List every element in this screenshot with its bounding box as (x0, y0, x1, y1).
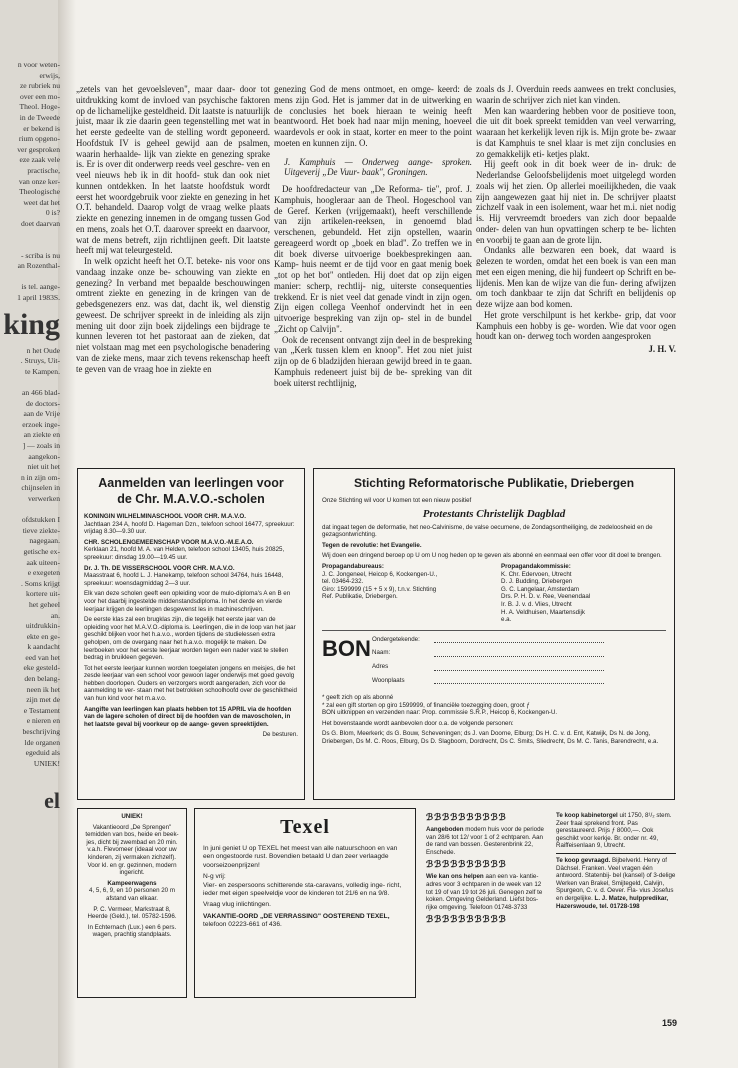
strip-line: n het Oude (26, 345, 60, 355)
school-name: KONINGIN WILHELMINASCHOOL VOOR CHR. M.A.V.O. (84, 513, 246, 520)
ad-paragraph: Vakantieoord „De Sprengen" temidden van bos, heide en beek- jes, dicht bij zwembad en 20 min. v.a.h. Flevomeer (ideaal voor uw kinderen, zij vermaken zichzelf). Voor kl. en gr. gezinnen, modern ingericht. (85, 823, 179, 877)
book-heading: J. Kamphuis — Onderweg aange- sproken. Uitgeverij „De Vuur- baak", Groningen. (284, 156, 472, 178)
paragraph: genezing God de mens ontmoet, en omge- keerd: de mens zijn God. Het is jammer dat in de uitwerking en de conclusies het boek hieraan te weinig heeft beantwoord. Het boek had naar mijn mening, hoeveel waardevols er ook in staat, korter en meer to the point moeten en kunnen zijn. O. (274, 84, 472, 148)
form-label: Naam: (372, 649, 391, 657)
ad-paragraph: Elk van deze scholen geeft een opleiding voor de mulo-diploma's A en B en voor het daarbij ingestelde middenstandsdiploma. In het derde en vierde leerjaar krijgen de leerlingen desgewenst les in machineschrijven. (84, 590, 291, 613)
strip-line: chijnselen in (21, 483, 60, 493)
school-name: CHR. SCHOLENGEMEENSCHAP VOOR M.A.V.O.-M.E.A.O. (84, 538, 254, 546)
strip-line: uitdrukkin- (25, 621, 60, 631)
paragraph: In welk opzicht heeft het O.T. beteke- nis voor ons vandaag inzake onze be- schouwing van ziekte en genezing? In verband met bepaalde beschouwingen omtrent ziekte en genezing in de kringen van de gebedsgenezers enz. was dat, dacht ik, wel dienstig geweest. De schrijver spreekt in de inleiding als zijn mening uit door zijn boek zijdelings een bijdrage te kunnen leveren tot het pastoraat aan de zieken, dat niet volstaan mag met een psychologische benadering van de zieke mens, maar zich tevens rekenschap heeft te geven van de vraag hoe in ziekte en (76, 256, 270, 374)
form-row (372, 677, 666, 685)
form-label: Adres (372, 662, 389, 670)
strip-line: over een mo- (19, 91, 60, 101)
paragraph: Hij geeft ook in dit boek weer de in- druk: de Nederlandse Geloofsbelijdenis moet uitgelegd worden zoals wij het zien. Op allerlei moeilijkheden, die vaak zijn aangewezen gaat hij niet in. De schrijver plaatst zichzelf vaak in een isolement, waar het m.i. niet nodig is. Hij vervreemdt broeders van zich door bepaalde onder- delen van hun opvattingen scherp te be- lichten en voorbij te gaan aan de grote lijn. (476, 159, 676, 245)
support-list: Ds G. Blom, Meerkerk; ds G. Bouw, Scheveningen; ds J. van Doorne, Elburg; Ds H. C. v. d. Ent, Katwijk, Ds N. de Jong, Driebergen, Ds M. C. Roos, Elburg, Ds D. Slagboom, Dordrecht, Ds C. Smits, Sliedrecht, Ds M. C. Tanis, Barendrecht, e.a. (322, 730, 659, 746)
ad-signature: De besturen. (262, 731, 298, 739)
ad-lead: Aangeboden (426, 826, 464, 833)
strip-line: niet uit het (27, 462, 60, 472)
mavo-schools-ad (77, 468, 305, 800)
strip-line: e exegeten (27, 568, 60, 578)
committee-heading: Propagandakommissie: (501, 562, 571, 570)
form-line[interactable] (434, 636, 604, 643)
ad-text: modern huis voor de periode van 28/6 tot 12/ voor 1 of 2 echtparen. Aan de rand van bossen. Gesterenbrink 22, Enschede. (426, 826, 544, 856)
article-column-2 (274, 84, 472, 388)
strip-line: te Kampen. (24, 366, 60, 376)
bon-form (372, 636, 666, 690)
strip-line (0, 377, 60, 388)
strip-line: doet daarvan (20, 218, 60, 228)
strip-line: UNIEK! (33, 758, 60, 768)
strip-line: an ziekte en (23, 430, 60, 440)
ad-address: VAKANTIE-OORD „DE VERRASSING" OOSTEREND TEXEL, (203, 912, 390, 920)
strip-line: 0 is? (45, 208, 60, 218)
strip-line: nagegaan. (29, 536, 60, 546)
strip-line: tieve ziekte- (22, 525, 60, 535)
ad-lead: Wie kan ons helpen (426, 873, 484, 881)
strip-line: aangekon- (28, 451, 60, 461)
strip-line: getische ex- (23, 546, 60, 556)
list-item: * zal een gift storten op giro 1599999, of financiële toezegging doen, groot ƒ (322, 701, 530, 709)
uniek-ad (77, 808, 187, 998)
texel-ad (194, 808, 416, 998)
paragraph: Het grote verschilpunt is het kerkbe- grip, dat voor Kamphuis een hobby is ge- worden. Wie dat voor ogen houdt kan on- derweg toch worden aangesproken (476, 309, 676, 342)
ad-text: uit 1750, 8¹/₂ stem. Zeer fraai sprekend front. Pas gerestaureerd. Prijs ƒ 8000,—. Ook geschikt voor kerkje. Br. onder nr. 49, Raiffeisenlaan 9, Utrecht. (556, 812, 672, 850)
ad-lead: Te koop kabinetorgel (556, 812, 618, 819)
decorative-border: ℬℬℬℬℬℬℬℬℬℬ (426, 812, 507, 822)
strip-line: aan de Vrije (23, 409, 60, 419)
bon-send: BON uitknippen en verzenden naar: Prop. commissie S.R.P., Heicop 6, Kockengen-U. (322, 709, 558, 717)
ad-paragraph: 4, 5, 6, 9, en 10 personen 20 m afstand van elkaar. (89, 887, 175, 902)
ad-paragraph: Wij doen een dringend beroep op U om U nog heden op te geven als abonné en eenmaal een offer voor dit doel te brengen. (322, 552, 662, 560)
holiday-classifieds (426, 812, 548, 998)
article-column-1 (76, 84, 270, 374)
form-label: Ondergetekende: (372, 635, 420, 643)
strip-line: practische, (27, 165, 60, 175)
strip-line: - scriba is nu (20, 250, 60, 260)
form-line[interactable] (434, 650, 604, 657)
strip-line: ver gesproken (17, 144, 60, 154)
ad-subheading: Kampeerwagens (107, 879, 157, 887)
ad-lead: Te koop gevraagd. (556, 856, 611, 864)
strip-line (0, 505, 60, 516)
school-info: Jachtlaan 234 A, hoofd D. Hageman Dzn., telefoon school 16477, spreekuur: vrijdag 8.30—9.30 uur. (84, 520, 295, 536)
form-label: Woonplaats (372, 676, 405, 684)
school-info: Kerklaan 21, hoofd M. A. van Helden, telefoon school 13405, huis 20825, spreekuur: dinsdag 19.00—19.45 uur. (84, 546, 285, 561)
ad-text: Bijbelverkl. Henry of Dächsel. Franken. Veel vragen één antwoord. Statenbij- bel (kansel) of 3-delige Werken van Brakel, Smijtegeld, Calvijn, Spurgeon, C. v. d. Oever. Fla- vius Josefus en dergelijke. (556, 856, 676, 902)
strip-line: Theol. Hoge- (19, 102, 60, 112)
paragraph: zoals ds J. Overduin reeds aanwees en trekt conclusies, waarin de schrijver zich niet kan vinden. (476, 84, 676, 105)
strip-line: is tel. aange- (21, 282, 60, 292)
ad-text: aan een va- kantie-adres voor 3 echtparen in de week van 12 tot 19 of van 19 tot 26 juli. Genegen zelf te koken. Omgeving Gelderland. Liefst bos- rijke omgeving. Telefoon 01748-3733 (426, 873, 543, 911)
strip-line (0, 230, 60, 241)
strip-line: zijn met de (26, 695, 60, 705)
ad-paragraph: De eerste klas zal een brugklas zijn, die tegelijk het eerste jaar van de opleiding voor het M.A.V.O.-diploma is. Leerlingen, die in de loop van het jaar geschikt blijken voor het h.a.v.o., worden tijdens de studielessen extra geholpen, om de overgang naar het h.a.v.o. mogelijk te maken. De leerboeken voor het eerste leerjaar worden tegen een nader vast te stellen bedrag in bruikleen gegeven. (84, 616, 296, 662)
strip-line: n voor weten- (17, 60, 60, 69)
bon-label: BON (322, 635, 371, 661)
ad-paragraph: Vier- en zespersoons schitterende sta-caravans, volledig inge- richt, ieder met eigen speelveldje voor de kinderen tot 21/6 en na 9/8. (203, 881, 402, 898)
strip-line (0, 769, 60, 780)
strip-line: e Testament (23, 705, 60, 715)
strip-line: egeduid als (25, 748, 60, 758)
paragraph: Ook de recensent ontvangt zijn deel in de bespreking van „Kerk tussen klem en knoop". Het zou niet juist zijn op de 6 bladzijden hieraan gewijd breed in te gaan. Kamphuis redeneert juist bij de be- spreking van dit boek uiterst rechtlijnig, (274, 334, 472, 388)
page-fold-shadow (58, 0, 76, 1068)
strip-line: de doctors- (26, 398, 60, 408)
strip-line: k aandacht (27, 642, 60, 652)
strip-line: . Soms krijgt (20, 578, 60, 588)
ad-signature: L. J. Matze, hulppredikar, Hazerswoude, tel. 01728-198 (556, 894, 669, 910)
bureau-list (322, 571, 492, 601)
list-item: Ref. Publikatie, Driebergen. (322, 593, 398, 601)
strip-line: an. (50, 610, 60, 620)
ad-subheading: N-g vrij: (203, 873, 226, 881)
ad-paragraph: Aangifte van leerlingen kan plaats hebben tot 15 APRIL via de hoofden van de lagere scholen of direct bij de hoofden van de mavoscholen, in het laatste geval bij voorkeur op de aange- geven spreektijden. (84, 705, 292, 728)
list-item: J. C. Jongeneel, Heicop 6, Kockengen-U., (322, 570, 438, 578)
newspaper-name: Protestants Christelijk Dagblad (422, 507, 566, 520)
strip-line: het geheel (29, 599, 60, 609)
strip-line (0, 240, 60, 251)
form-line[interactable] (434, 677, 604, 684)
ad-title: Stichting Reformatorische Publikatie, Driebergen (353, 476, 635, 490)
strip-line: lde organen (24, 737, 60, 747)
list-item: * geeft zich op als abonné (322, 694, 394, 702)
article-column-3 (476, 84, 676, 355)
list-item: Drs. P. H. D. v. Ree, Veenendaal (501, 593, 591, 601)
strip-line: ekte en ge- (26, 631, 60, 641)
author-initials: J. H. V. (648, 344, 676, 354)
committee-list (501, 571, 666, 624)
list-item: H. A. Veldhuisen, Maartensdijk (501, 608, 585, 616)
strip-line: n in zijn om- (20, 472, 60, 482)
list-item: D. J. Budding, Driebergen (501, 578, 573, 586)
strip-line: . Struys, Uit- (20, 356, 60, 366)
support-heading: Het bovenstaande wordt aanbevolen door o.a. de volgende personen: (322, 719, 514, 727)
page-number: 159 (662, 1018, 678, 1028)
strip-line: eze zaak vele (19, 155, 60, 165)
strip-heading: king (3, 307, 60, 341)
decorative-border: ℬℬℬℬℬℬℬℬℬℬ (426, 914, 507, 925)
bureau-heading: Propagandabureaus: (322, 562, 384, 570)
form-row (372, 663, 666, 671)
strip-line: beschrijving (22, 727, 60, 737)
paragraph: Ondanks alle bezwaren een boek, dat waard is gelezen te worden, omdat het een boek is van een man met een eigen mening, die hij fundeert op Schrift en be- lijdenis. Men kan de wijze van die fun- dering afwijzen om toch dankbaar te zijn dat Schrift en belijdenis op deze wijze aan bod komen. (476, 245, 676, 309)
adjacent-page-text (0, 60, 60, 910)
ad-address: P. C. Vermeer, Markstraat 8, Heerde (Geld.), tel. 05782-1596. (87, 905, 177, 921)
strip-line: verwerken (27, 493, 60, 503)
strip-line: in de Tweede (19, 112, 60, 122)
school-name: Dr. J. Th. DE VISSERSCHOOL VOOR CHR. M.A.V.O. (84, 564, 235, 572)
ad-paragraph: In Echternach (Lux.) een 6 pers. wagen, prachtig standplaats. (87, 923, 177, 939)
strip-line: Theologische (19, 187, 60, 197)
ad-title: UNIEK! (121, 813, 143, 820)
strip-line: 1 april 1983S. (17, 293, 60, 303)
paragraph: De hoofdredacteur van „De Reforma- tie", prof. J. Kamphuis, hoogleraar aan de Theol. Hogeschool van de Geref. Kerken (vrijgemaakt), heeft verschillende van zijn artikelen-reeksen, in genoemd blad verschenen, gebundeld. Het zijn opstellen, waarin gereageerd wordt op „boek en blad". Zo treffen we in dit boek diverse uitvoerige boekbesprekingen aan. Kamp- huis neemt er de tijd voor en gaat menig boek „tot op het bot" ontleden. Hij doet dat op zijn eigen manier: scherp, rechtlij- nig, uiterste consequenties trekkend. Er is niet veel dat genade vindt in zijn ogen. Zijn eigen collega Veenhof ondervindt het in een uitvoerige bespreking van zijn op- stel in de bundel „Zicht op Calvijn". (274, 184, 472, 334)
strip-line: neen ik het (26, 684, 60, 694)
decorative-border: ℬℬℬℬℬℬℬℬℬℬ (426, 859, 507, 870)
strip-line: ze rubriek nu (19, 81, 60, 91)
list-item: Giro: 1599999 (15 + 5 x 9), t.n.v. Stichting (322, 585, 437, 593)
strip-line: e nieren en (26, 716, 60, 726)
list-item: K. Chr. Edervoen, Utrecht (501, 570, 572, 578)
strip-line: aak uiteen- (26, 557, 60, 567)
strip-line: erzoek inge- (22, 419, 60, 429)
strip-heading: el (44, 788, 60, 813)
wanted-classifieds (556, 812, 676, 998)
strip-line (0, 272, 60, 283)
paragraph: „zetels van het gevoelsleven", maar daar- door tot uitdrukking komt de invloed van psychische faktoren op de lichamelijke gesteldheid. Dit laatste is natuurlijk juist, maar ik zie daarin geen tegenstelling met wat in het eerste gedeelte van de stelling wordt geponeerd. Hoofdstuk IV is geheel gewijd aan de psalmen, waarin herhaalde- lijk van ziekte en genezing sprake is. Er is over dit onderwerp reeds veel geschre- ven en veel nieuws heb ik in dit hoofd- stuk dan ook niet kunnen ontdekken. In het laatste hoofdstuk wordt eerst het woordgebruik voor ziekte en genezing in het O.T. behandeld. Daarop volgt de vraag welke plaats ziekte en genezing innemen in de omgang tussen God en mens, zoals het O.T. daarover spreekt en daarvoor, wat de mens betreft, zijn richtlijnen geeft. Dit laatste heeft mij wat teleurgesteld. (76, 84, 270, 256)
ad-intro: Onze Stichting wil voor U komen tot een nieuw positief (322, 497, 472, 504)
strip-line: an 466 blad- (22, 388, 60, 398)
list-item: G. C. Langelaar, Amsterdam (501, 585, 580, 593)
strip-line: rium opgeno- (18, 134, 60, 144)
strip-line: eke gesteld- (23, 663, 60, 673)
ad-paragraph: Tot het eerste leerjaar kunnen worden toegelaten jongens en meisjes, die het zesde leerjaar van een school voor gewoon lager onderwijs met goed gevolg hebben doorlopen. Ouders en verzorgers wordt aangeraden, zich voor de aanmelding te ver- staan met het betrokken schoolhoofd over de geschiktheid van hun kind voor het m.a.v.o. (84, 664, 297, 703)
list-item: tel. 03464-232. (322, 578, 364, 586)
ad-paragraph: dat ingaat tegen de deformatie, het neo-Calvinisme, de valse oecumene, de Zondagsontheiliging, de zedeloosheid en de gezagsontwrichting. (322, 523, 653, 539)
form-line[interactable] (434, 664, 604, 671)
form-row (372, 636, 666, 644)
ad-title: Texel (280, 816, 330, 838)
strip-line: ] — zoals in (22, 441, 60, 450)
list-item: Ir. B. J. v. d. Vlies, Utrecht (501, 600, 572, 608)
list-item: e.a. (501, 616, 512, 624)
ad-slogan: Tegen de revolutie: het Evangelie. (322, 541, 422, 549)
strip-line: kortere uit- (26, 589, 60, 599)
ad-paragraph: Vraag vlug inlichtingen. (203, 901, 271, 909)
paragraph: Men kan waardering hebben voor de positieve toon, die uit dit boek spreekt temidden van veel verwarring, waaraan het kerkelijk leven rijk is. Mijn grote be- zwaar is dat Kamphuis te snel klaar is met zijn conclusies en zo gemakkelijk eti- ketjes plakt. (476, 105, 676, 159)
form-row (372, 649, 666, 657)
school-info: Maasstraat 6, hoofd L. J. Hanekamp, telefoon school 34764, huis 16448, spreekuur: woensdagmiddag 2—3 uur. (84, 572, 284, 587)
strip-line: ofdstukken I (21, 515, 60, 525)
ad-title: Aanmelden van leerlingen voor (98, 476, 284, 490)
ad-phone: telefoon 02223-661 of 436. (203, 921, 282, 929)
strip-line: erwijs, (39, 70, 60, 80)
strip-line: van onze ker- (18, 176, 60, 186)
ad-title: de Chr. M.A.V.O.-scholen (117, 492, 265, 506)
strip-line: er bekend is (23, 123, 60, 133)
strip-line: an Rozenthal- (17, 261, 60, 271)
strip-line: eed van het (25, 652, 60, 662)
strip-line: den belang- (24, 674, 60, 684)
bon-notes (322, 694, 666, 709)
strip-line: weet dat het (23, 197, 60, 207)
srp-ad (313, 468, 675, 800)
ad-paragraph: In juni geniet U op TEXEL het meest van alle natuurschoon en van een ongestoorde rust. Bovendien betaald U dan zeer verlaagde voorseizoenprijzen! (203, 845, 398, 869)
